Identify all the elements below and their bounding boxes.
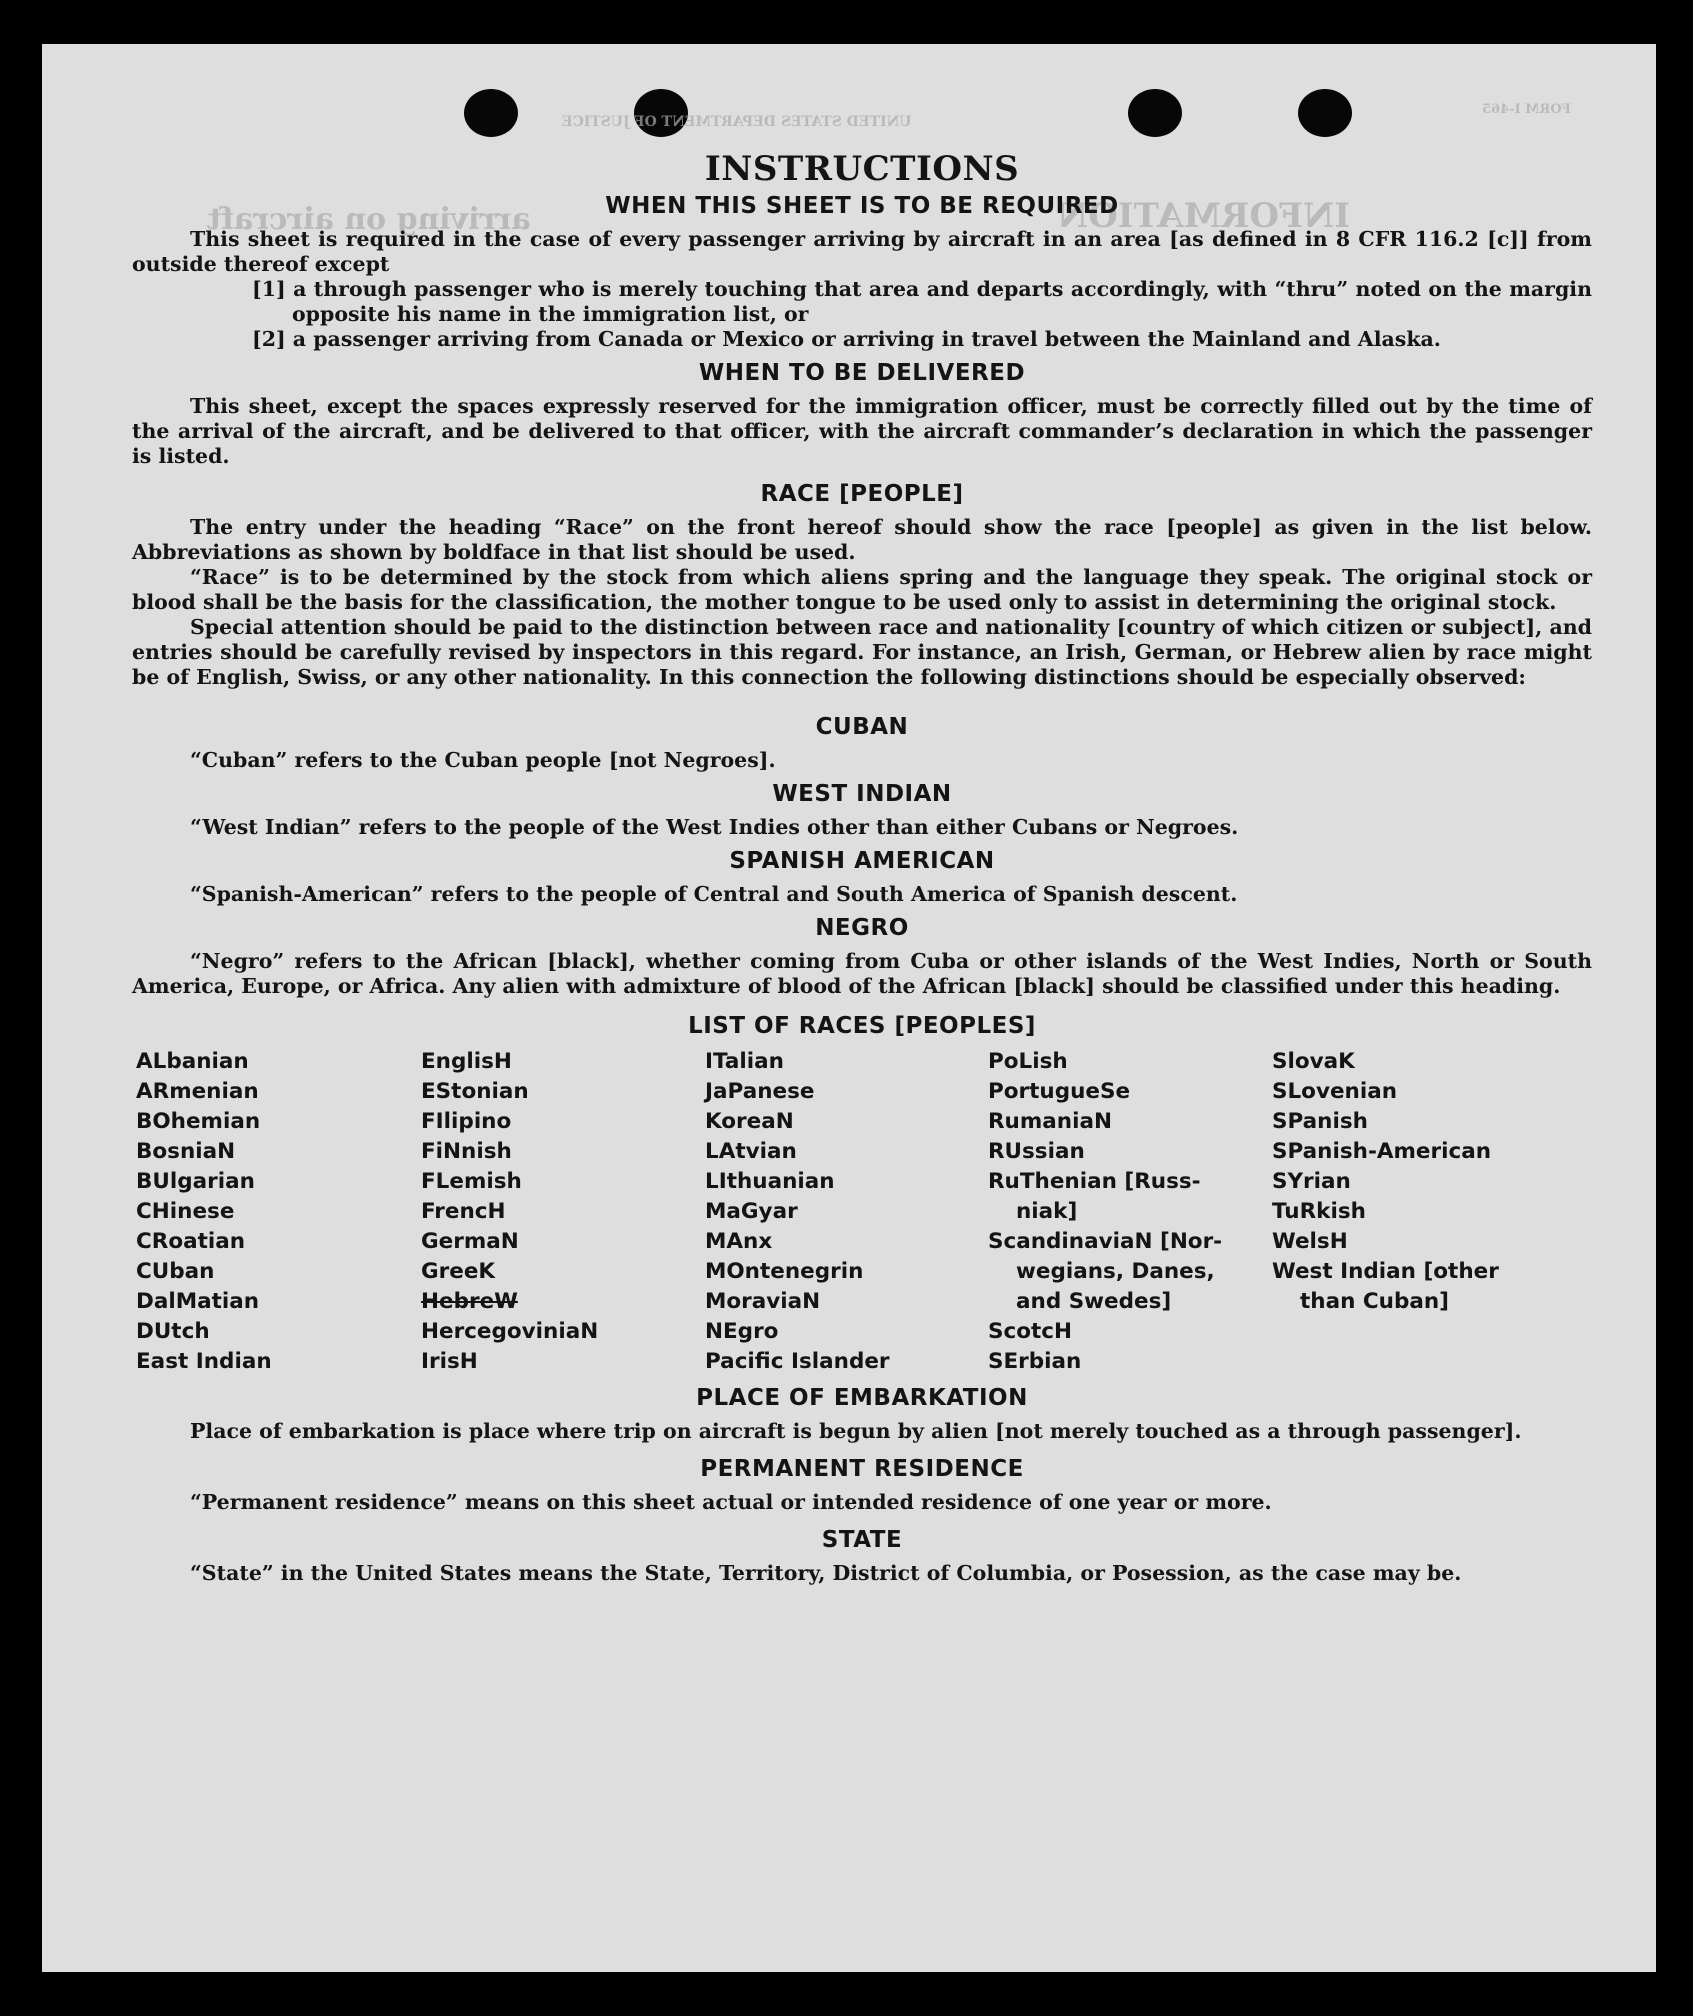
race-entry: EStonian (421, 1079, 529, 1104)
race-entry: GermaN (421, 1229, 519, 1254)
races-column-4 (988, 1047, 1272, 1377)
race-entry: JaPanese (705, 1079, 815, 1104)
race-entry: SPanish (1272, 1109, 1368, 1134)
races-column-5 (1272, 1047, 1512, 1377)
race-paragraph-2: “Race” is to be determined by the stock from which aliens spring and the language they speak. The original stock or blood shall be the basis for the classification, the mother tongue to be used only to assist in determining the original stock. (132, 565, 1592, 614)
race-entry: FrencH (421, 1199, 506, 1224)
heading-when-delivered: WHEN TO BE DELIVERED (698, 360, 1026, 386)
race-entry: IrisH (421, 1349, 478, 1374)
race-entry: SPanish-American (1272, 1139, 1492, 1164)
race-entry: FiNnish (421, 1139, 512, 1164)
race-entry: FIlipino (421, 1109, 512, 1134)
races-column-1 (136, 1047, 421, 1377)
race-entry: ScandinaviaN [Nor- (988, 1229, 1223, 1254)
race-entry: CUban (136, 1259, 215, 1284)
race-entry-continued: than Cuban] (1300, 1289, 1449, 1314)
race-entry-struck-out: HebreW (421, 1289, 518, 1314)
heading-west-indian: WEST INDIAN (772, 781, 952, 807)
state-text: “State” in the United States means the State, Territory, District of Columbia, or Posession, as the case may be. (190, 1561, 1462, 1585)
punch-hole (464, 89, 518, 137)
race-entry: RumaniaN (988, 1109, 1112, 1134)
heading-cuban: CUBAN (815, 714, 909, 740)
race-entry: EnglisH (421, 1049, 512, 1074)
race-entry-continued: wegians, Danes, (1016, 1259, 1215, 1284)
race-entry: East Indian (136, 1349, 272, 1374)
race-entry: SErbian (988, 1349, 1082, 1374)
heading-place-of-embarkation: PLACE OF EMBARKATION (696, 1385, 1028, 1411)
race-entry: FLemish (421, 1169, 522, 1194)
race-entry: RuThenian [Russ- (988, 1169, 1201, 1194)
race-entry-continued: niak] (1016, 1199, 1078, 1224)
heading-when-required: WHEN THIS SHEET IS TO BE REQUIRED (605, 193, 1119, 219)
race-entry: MOntenegrin (705, 1259, 864, 1284)
residence-text: “Permanent residence” means on this sheet actual or intended residence of one year or more. (190, 1490, 1272, 1514)
race-entry: MoraviaN (705, 1289, 821, 1314)
cuban-text: “Cuban” refers to the Cuban people [not Negroes]. (190, 748, 776, 772)
negro-text: “Negro” refers to the African [black], whether coming from Cuba or other islands of the West Indies, North or South America, Europe, or Africa. Any alien with admixture of blood of the African [black] should be classified under this heading. (132, 949, 1592, 998)
race-entry: TuRkish (1272, 1199, 1366, 1224)
race-paragraph-1: The entry under the heading “Race” on the front hereof should show the race [people] as given in the list below. Abbreviations as shown by boldface in that list should be used. (132, 515, 1592, 564)
race-entry: LAtvian (705, 1139, 797, 1164)
race-entry: BUlgarian (136, 1169, 255, 1194)
punch-hole (1298, 89, 1352, 137)
race-entry: CHinese (136, 1199, 235, 1224)
race-entry: ARmenian (136, 1079, 259, 1104)
race-entry: RUssian (988, 1139, 1085, 1164)
race-entry: CRoatian (136, 1229, 246, 1254)
race-entry: ALbanian (136, 1049, 249, 1074)
race-entry: PortugueSe (988, 1079, 1131, 1104)
heading-negro: NEGRO (815, 915, 909, 941)
spanish-american-text: “Spanish-American” refers to the people of Central and South America of Spanish descent. (190, 882, 1238, 906)
race-entry: SLovenian (1272, 1079, 1398, 1104)
races-list (136, 1047, 1592, 1377)
heading-permanent-residence: PERMANENT RESIDENCE (700, 1456, 1024, 1482)
race-entry: PoLish (988, 1049, 1068, 1074)
bleed-through-form-number: FORM I-465 (1482, 102, 1571, 117)
race-paragraph-3: Special attention should be paid to the distinction between race and nationality [country of which citizen or subject], and entries should be carefully revised by inspectors in this regard. For instance, an Irish, German, or Hebrew alien by race might be of English, Swiss, or any other nationality. In this connection the following distinctions should be especially observed: (132, 615, 1592, 689)
race-entry: SYrian (1272, 1169, 1351, 1194)
bleed-through-agency: UNITED STATES DEPARTMENT OF JUSTICE (562, 114, 912, 130)
required-exception-2: [2] a passenger arriving from Canada or Mexico or arriving in travel between the Mainland and Alaska. (252, 327, 1441, 351)
page-title: INSTRUCTIONS (704, 149, 1020, 189)
race-entry: West Indian [other (1272, 1259, 1499, 1284)
required-exception-1: [1] a through passenger who is merely touching that area and departs accordingly, with “thru” noted on the margin opposite his name in the immigration list, or (252, 277, 1592, 326)
bleed-through-subtitle: arriving on aircraft (207, 202, 531, 237)
race-entry: BOhemian (136, 1109, 261, 1134)
punch-hole (1128, 89, 1182, 137)
bleed-through-title: INFORMATION (1057, 196, 1351, 236)
race-entry-continued: and Swedes] (1016, 1289, 1172, 1314)
race-entry: LIthuanian (705, 1169, 835, 1194)
race-entry: NEgro (705, 1319, 779, 1344)
delivered-text: This sheet, except the spaces expressly reserved for the immigration officer, must be correctly filled out by the time of the arrival of the aircraft, and be delivered to that officer, with the aircraft commander’s declaration in which the passenger is listed. (132, 394, 1592, 468)
race-entry: MAnx (705, 1229, 773, 1254)
required-text: This sheet is required in the case of every passenger arriving by aircraft in an area [as defined in 8 CFR 116.2 [c]] from outside thereof except (132, 227, 1592, 276)
heading-list-of-races: LIST OF RACES [PEOPLES] (688, 1013, 1036, 1039)
race-entry: Pacific Islander (705, 1349, 890, 1374)
heading-race: RACE [PEOPLE] (760, 481, 964, 507)
document-page (42, 44, 1656, 1972)
race-entry: HercegoviniaN (421, 1319, 599, 1344)
race-entry: BosniaN (136, 1139, 236, 1164)
race-entry: ITalian (705, 1049, 784, 1074)
race-entry: DUtch (136, 1319, 210, 1344)
races-column-2 (421, 1047, 705, 1377)
race-entry: DalMatian (136, 1289, 260, 1314)
race-entry: MaGyar (705, 1199, 798, 1224)
race-entry: GreeK (421, 1259, 496, 1284)
instructions-content (132, 149, 1592, 1586)
embarkation-text: Place of embarkation is place where trip on aircraft is begun by alien [not merely touched as a through passenger]. (190, 1419, 1522, 1443)
races-column-3 (705, 1047, 988, 1377)
heading-spanish-american: SPANISH AMERICAN (729, 848, 995, 874)
heading-state: STATE (821, 1527, 903, 1553)
race-entry: WelsH (1272, 1229, 1348, 1254)
race-entry: KoreaN (705, 1109, 794, 1134)
race-entry: SlovaK (1272, 1049, 1355, 1074)
west-indian-text: “West Indian” refers to the people of the West Indies other than either Cubans or Negroes. (190, 815, 1239, 839)
race-entry: ScotcH (988, 1319, 1073, 1344)
